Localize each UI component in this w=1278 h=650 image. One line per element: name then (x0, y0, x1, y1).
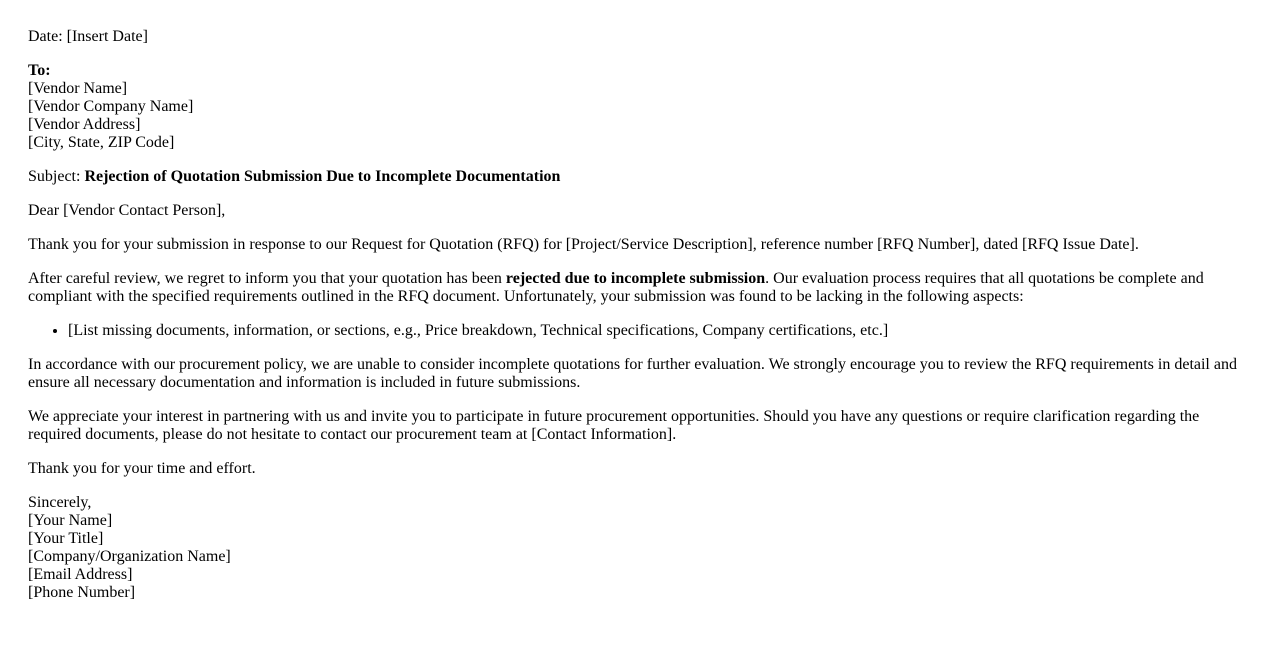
recipient-label: To: (28, 62, 51, 79)
signature-your-title: [Your Title] (28, 530, 104, 547)
recipient-address: [Vendor Address] (28, 116, 141, 133)
rejection-text-bold: rejected due to incomplete submission (505, 270, 766, 287)
recipient-company-name: [Vendor Company Name] (28, 98, 194, 115)
paragraph-future-opportunities: We appreciate your interest in partnering with us and invite you to participate in future procurement opportunities. Should you have any questions or require clarification regarding the required documents, please do not hesitate to contact our procurement team at [Contact Information]. (28, 408, 1200, 443)
recipient-block (28, 62, 1246, 152)
paragraph-rejection-notice (28, 270, 1246, 306)
signature-email: [Email Address] (28, 566, 133, 583)
signature-block (28, 494, 1246, 602)
subject-text: Rejection of Quotation Submission Due to Incomplete Documentation (84, 168, 561, 185)
subject-line (28, 168, 1246, 186)
paragraph-procurement-policy: In accordance with our procurement policy, we are unable to consider incomplete quotations for further evaluation. We strongly encourage you to review the RFQ requirements in detail and ensure all necessary documentation and information is included in future submissions. (28, 356, 1237, 391)
signature-closing: Sincerely, (28, 494, 92, 511)
date-line: Date: [Insert Date] (28, 28, 148, 45)
signature-phone: [Phone Number] (28, 584, 136, 601)
missing-items-list (28, 322, 1246, 340)
signature-organization: [Company/Organization Name] (28, 548, 231, 565)
signature-your-name: [Your Name] (28, 512, 113, 529)
list-item: • [List missing documents, information, or sections, e.g., Price breakdown, Technical specifications, Company certifications, etc.] (68, 322, 1246, 340)
closing-thanks: Thank you for your time and effort. (28, 460, 256, 477)
rejection-text-before: After careful review, we regret to inform you that your quotation has been (28, 270, 506, 287)
subject-prefix: Subject: (28, 168, 85, 185)
paragraph-submission-thanks: Thank you for your submission in response to our Request for Quotation (RFQ) for [Project/Service Description], reference number [RFQ Number], dated [RFQ Issue Date]. (28, 236, 1139, 253)
salutation: Dear [Vendor Contact Person], (28, 202, 226, 219)
recipient-vendor-name: [Vendor Name] (28, 80, 128, 97)
letter-body (28, 28, 1246, 618)
recipient-city-state-zip: [City, State, ZIP Code] (28, 134, 175, 151)
rejection-text-after: . Our evaluation process requires that all quotations be complete and compliant with the specified requirements outlined in the RFQ document. Unfortunately, your submission was found to be lacking in the following aspects: (28, 270, 1204, 305)
